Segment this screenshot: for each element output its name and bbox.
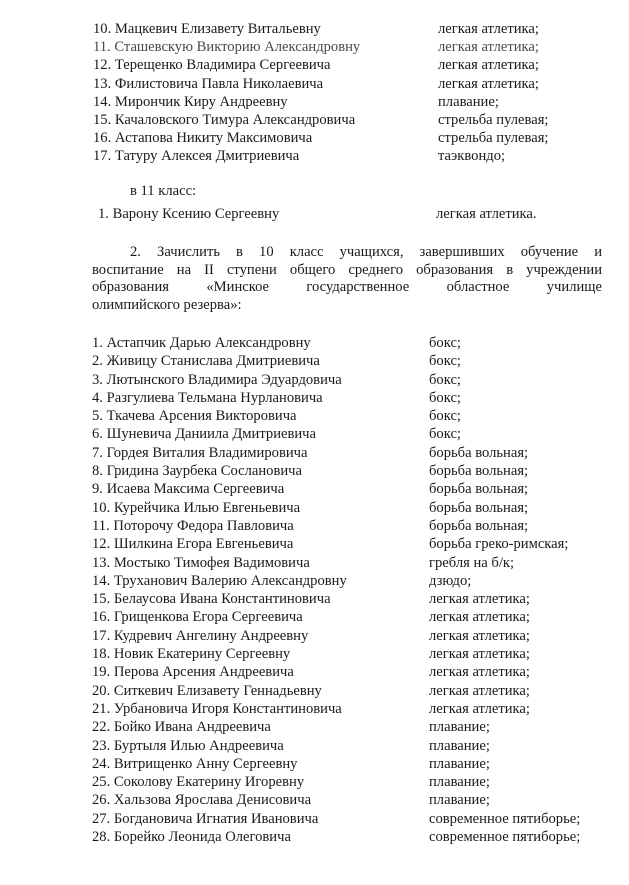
sport-name: таэквондо; xyxy=(438,148,506,165)
list-item xyxy=(0,425,629,443)
list-item xyxy=(0,590,629,608)
sport-name: бокс; xyxy=(429,353,461,370)
sport-name: борьба вольная; xyxy=(429,463,529,480)
sport-name: плавание; xyxy=(429,737,490,754)
paragraph-line: олимпийского резерва»: xyxy=(92,296,242,313)
sport-name: бокс; xyxy=(429,426,461,443)
student-name: 22. Бойко Ивана Андреевича xyxy=(92,719,271,736)
sport-name: бокс; xyxy=(429,408,461,425)
student-name: 23. Буртыля Илью Андреевича xyxy=(92,737,284,754)
student-name: 24. Витрищенко Анну Сергеевну xyxy=(92,755,298,772)
list-item xyxy=(0,627,629,645)
sport-name: плавание; xyxy=(438,93,499,110)
student-name: 6. Шуневича Даниила Дмитриевича xyxy=(92,426,316,443)
student-name: 16. Грищенкова Егора Сергеевича xyxy=(92,609,303,626)
list-item xyxy=(0,828,629,846)
sport-name: легкая атлетика; xyxy=(438,39,539,56)
student-name: 13. Мостыко Тимофея Вадимовича xyxy=(92,554,310,571)
student-name: 14. Труханович Валерию Александровну xyxy=(92,572,347,589)
sport-name: борьба греко-римская; xyxy=(429,536,569,553)
list-item xyxy=(0,755,629,773)
list-item xyxy=(0,517,629,535)
student-name: 17. Татуру Алексея Дмитриевича xyxy=(93,148,300,165)
sport-name: гребля на б/к; xyxy=(429,554,515,571)
sport-name: легкая атлетика; xyxy=(438,21,539,37)
sport-name: легкая атлетика; xyxy=(438,75,539,92)
list-item xyxy=(0,791,629,809)
student-name: 12. Шилкина Егора Евгеньевича xyxy=(92,536,294,553)
list-item xyxy=(0,810,629,828)
student-name: 20. Ситкевич Елизавету Геннадьевну xyxy=(92,682,322,699)
sport-name: легкая атлетика; xyxy=(438,57,539,74)
sport-name: легкая атлетика; xyxy=(429,609,530,626)
student-name: 28. Борейко Леонида Олеговича xyxy=(92,829,291,846)
sport-name: легкая атлетика; xyxy=(429,682,530,699)
student-name: 10. Мацкевич Елизавету Витальевну xyxy=(93,21,321,37)
paragraph-line: воспитание на II ступени общего среднего образования в учреждении xyxy=(92,261,602,278)
student-name: 16. Астапова Никиту Максимовича xyxy=(93,130,313,147)
student-name: 19. Перова Арсения Андреевича xyxy=(92,664,294,681)
student-name: 15. Белаусова Ивана Константиновича xyxy=(92,591,331,608)
sport-name: легкая атлетика; xyxy=(429,627,530,644)
list-item xyxy=(0,645,629,663)
sport-name: современное пятиборье; xyxy=(429,829,581,846)
list-item xyxy=(0,93,629,111)
list-item xyxy=(0,147,629,165)
list-item xyxy=(0,334,629,352)
list-item xyxy=(0,129,629,147)
student-name: 18. Новик Екатерину Сергеевну xyxy=(92,646,291,663)
list-item xyxy=(0,444,629,462)
sport-name: легкая атлетика; xyxy=(429,700,530,717)
student-name: 8. Гридина Заурбека Сослановича xyxy=(92,463,302,480)
sport-name: борьба вольная; xyxy=(429,499,529,516)
list-item xyxy=(0,20,629,38)
sport-name: легкая атлетика. xyxy=(436,206,537,222)
sport-name: дзюдо; xyxy=(429,572,472,589)
student-name: 25. Соколову Екатерину Игоревну xyxy=(92,774,305,791)
student-name: 5. Ткачева Арсения Викторовича xyxy=(92,408,297,425)
list-item xyxy=(0,56,629,74)
list-item xyxy=(0,700,629,718)
sport-name: борьба вольная; xyxy=(429,481,529,498)
list-item xyxy=(0,499,629,517)
list-item xyxy=(0,773,629,791)
enrollment-list-continued xyxy=(0,20,629,166)
sport-name: бокс; xyxy=(429,335,461,351)
enrollment-list-class-10 xyxy=(0,334,629,846)
list-item xyxy=(0,535,629,553)
student-name: 11. Сташевскую Викторию Александровну xyxy=(93,39,361,56)
list-item xyxy=(0,737,629,755)
list-item xyxy=(0,462,629,480)
student-name: 1. Варону Ксению Сергеевну xyxy=(98,206,280,222)
student-name: 7. Гордея Виталия Владимировича xyxy=(92,444,308,461)
student-name: 17. Кудревич Ангелину Андреевну xyxy=(92,627,309,644)
list-item xyxy=(0,204,629,224)
paragraph-line: образования «Минское государственное областное училище xyxy=(92,279,602,295)
list-item xyxy=(0,407,629,425)
sport-name: плавание; xyxy=(429,792,490,809)
list-item xyxy=(0,75,629,93)
student-name: 26. Хальзова Ярослава Денисовича xyxy=(92,792,312,809)
list-item xyxy=(0,663,629,681)
sport-name: борьба вольная; xyxy=(429,517,529,534)
student-name: 27. Богдановича Игнатия Ивановича xyxy=(92,810,319,827)
list-item xyxy=(0,38,629,56)
sport-name: плавание; xyxy=(429,774,490,791)
student-name: 21. Урбановича Игоря Константиновича xyxy=(92,700,342,717)
sport-name: борьба вольная; xyxy=(429,444,529,461)
student-name: 11. Поторочу Федора Павловича xyxy=(92,517,294,534)
student-name: 15. Качаловского Тимура Александровича xyxy=(93,111,356,128)
list-item xyxy=(0,389,629,407)
list-item xyxy=(0,352,629,370)
sport-name: легкая атлетика; xyxy=(429,646,530,663)
student-name: 12. Терещенко Владимира Сергеевича xyxy=(93,57,331,74)
student-name: 13. Филистовича Павла Николаевича xyxy=(93,75,324,92)
student-name: 14. Мирончик Киру Андреевну xyxy=(93,93,288,110)
sport-name: легкая атлетика; xyxy=(429,591,530,608)
list-item xyxy=(0,682,629,700)
sport-name: плавание; xyxy=(429,755,490,772)
sport-name: бокс; xyxy=(429,371,461,388)
student-name: 2. Живицу Станислава Дмитриевича xyxy=(92,353,320,370)
enrollment-paragraph xyxy=(92,244,602,314)
student-name: 1. Астапчик Дарью Александровну xyxy=(92,335,311,351)
list-item xyxy=(0,371,629,389)
sport-name: стрельба пулевая; xyxy=(438,130,549,147)
student-name: 3. Лютынского Владимира Эдуардовича xyxy=(92,371,342,388)
class-11-heading: в 11 класс: xyxy=(130,183,197,199)
list-item xyxy=(0,554,629,572)
student-name: 9. Исаева Максима Сергеевича xyxy=(92,481,285,498)
sport-name: стрельба пулевая; xyxy=(438,111,549,128)
sport-name: современное пятиборье; xyxy=(429,810,581,827)
student-name: 10. Курейчика Илью Евгеньевича xyxy=(92,499,301,516)
list-item xyxy=(0,111,629,129)
sport-name: плавание; xyxy=(429,719,490,736)
paragraph-line: 2. Зачислить в 10 класс учащихся, завершивших обучение и xyxy=(130,244,602,260)
student-name: 4. Разгулиева Тельмана Нурлановича xyxy=(92,389,323,406)
list-item xyxy=(0,480,629,498)
list-item xyxy=(0,608,629,626)
sport-name: бокс; xyxy=(429,389,461,406)
list-item xyxy=(0,572,629,590)
sport-name: легкая атлетика; xyxy=(429,664,530,681)
list-item xyxy=(0,718,629,736)
